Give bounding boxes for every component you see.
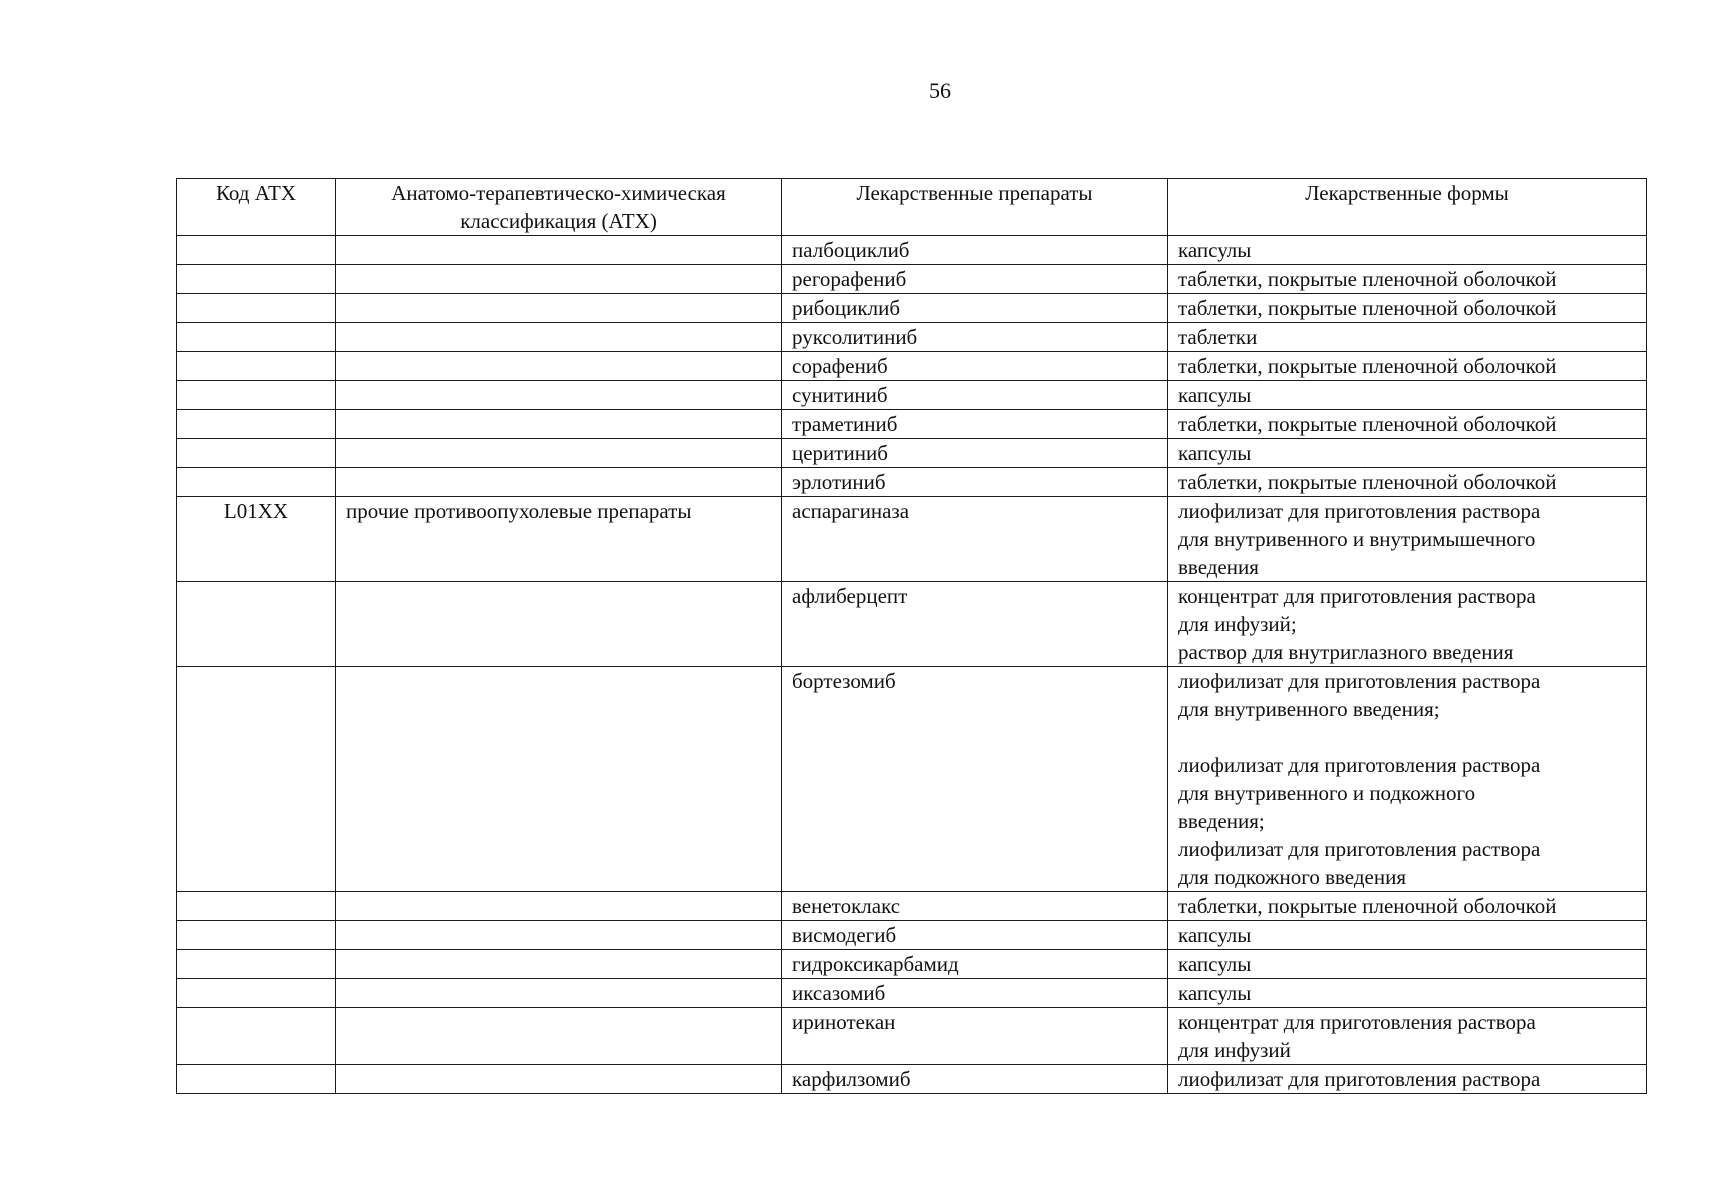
cell-drug-name: траметиниб [782,410,1168,439]
cell-drug-name: гидроксикарбамид [782,950,1168,979]
dosage-form-line: лиофилизат для приготовления раствора [1178,499,1541,523]
cell-atc-code [177,439,336,468]
cell-atc-code [177,323,336,352]
cell-atc-classification [336,352,782,381]
cell-atc-classification [336,294,782,323]
cell-drug-name: сунитиниб [782,381,1168,410]
table-row [177,236,1647,265]
dosage-form-line: таблетки, покрытые пленочной оболочкой [1178,296,1557,320]
table-row [177,667,1647,892]
cell-atc-code [177,582,336,667]
cell-dosage-forms [1168,979,1647,1008]
dosage-form-line: для инфузий [1178,1038,1291,1062]
cell-atc-code [177,265,336,294]
cell-atc-classification [336,950,782,979]
table-row [177,582,1647,667]
cell-dosage-forms [1168,439,1647,468]
cell-dosage-forms [1168,497,1647,582]
table-row [177,439,1647,468]
table-row [177,950,1647,979]
dosage-form-line [1178,723,1636,751]
table-row [177,323,1647,352]
table-row [177,265,1647,294]
cell-atc-code [177,410,336,439]
cell-dosage-forms [1168,236,1647,265]
dosage-form-line: для инфузий; [1178,612,1297,636]
cell-drug-name: афлиберцепт [782,582,1168,667]
header-atc-classification: Анатомо-терапевтическо-химическая классификация (АТХ) [336,179,782,236]
cell-atc-classification [336,468,782,497]
cell-drug-name: карфилзомиб [782,1065,1168,1094]
cell-atc-classification [336,410,782,439]
cell-drug-name: иксазомиб [782,979,1168,1008]
cell-atc-code [177,950,336,979]
table-row [177,892,1647,921]
dosage-form-line: лиофилизат для приготовления раствора [1178,1067,1541,1091]
cell-atc-code [177,468,336,497]
dosage-form-line: капсулы [1178,238,1252,262]
dosage-form-line: введения; [1178,809,1265,833]
page-number: 56 [929,78,951,103]
table-row [177,1065,1647,1094]
cell-atc-classification [336,1008,782,1065]
cell-dosage-forms [1168,323,1647,352]
cell-atc-code [177,667,336,892]
cell-dosage-forms [1168,1065,1647,1094]
dosage-form-line: для внутривенного и подкожного [1178,781,1476,805]
dosage-form-line: для внутривенного и внутримышечного [1178,527,1536,551]
cell-drug-name: палбоциклиб [782,236,1168,265]
cell-drug-name: регорафениб [782,265,1168,294]
table-row [177,410,1647,439]
cell-atc-code [177,294,336,323]
cell-drug-name: эрлотиниб [782,468,1168,497]
cell-atc-classification [336,381,782,410]
cell-atc-code: L01XX [177,497,336,582]
table-row [177,352,1647,381]
cell-atc-classification [336,892,782,921]
cell-atc-classification [336,1065,782,1094]
cell-atc-classification [336,921,782,950]
dosage-form-line: лиофилизат для приготовления раствора [1178,837,1541,861]
table-body [177,236,1647,1094]
cell-dosage-forms [1168,294,1647,323]
dosage-form-line: таблетки, покрытые пленочной оболочкой [1178,894,1557,918]
dosage-form-line: концентрат для приготовления раствора [1178,1010,1536,1034]
dosage-form-line: таблетки, покрытые пленочной оболочкой [1178,354,1557,378]
cell-dosage-forms [1168,950,1647,979]
dosage-form-line: для подкожного введения [1178,865,1406,889]
cell-drug-name: висмодегиб [782,921,1168,950]
cell-dosage-forms [1168,892,1647,921]
dosage-form-line: введения [1178,555,1259,579]
cell-atc-classification [336,236,782,265]
cell-atc-classification [336,265,782,294]
cell-dosage-forms [1168,410,1647,439]
cell-dosage-forms [1168,468,1647,497]
cell-drug-name: рибоциклиб [782,294,1168,323]
cell-atc-classification: прочие противоопухолевые препараты [336,497,782,582]
dosage-form-line: таблетки [1178,325,1258,349]
drug-table-container [176,178,1646,1094]
drug-table [176,178,1647,1094]
cell-dosage-forms [1168,352,1647,381]
cell-drug-name: иринотекан [782,1008,1168,1065]
table-row [177,497,1647,582]
dosage-form-line: таблетки, покрытые пленочной оболочкой [1178,267,1557,291]
dosage-form-line: лиофилизат для приготовления раствора [1178,669,1541,693]
dosage-form-line: капсулы [1178,383,1252,407]
table-row [177,468,1647,497]
cell-dosage-forms [1168,582,1647,667]
cell-atc-classification [336,582,782,667]
cell-atc-code [177,1065,336,1094]
table-row [177,1008,1647,1065]
dosage-form-line: таблетки, покрытые пленочной оболочкой [1178,412,1557,436]
cell-atc-code [177,381,336,410]
dosage-form-line: капсулы [1178,923,1252,947]
cell-atc-code [177,892,336,921]
cell-atc-code [177,236,336,265]
cell-drug-name: церитиниб [782,439,1168,468]
dosage-form-line: для внутривенного введения; [1178,697,1440,721]
header-dosage-forms: Лекарственные формы [1168,179,1647,236]
dosage-form-line: капсулы [1178,441,1252,465]
cell-dosage-forms [1168,265,1647,294]
cell-drug-name: аспарагиназа [782,497,1168,582]
dosage-form-line: таблетки, покрытые пленочной оболочкой [1178,470,1557,494]
cell-dosage-forms [1168,381,1647,410]
cell-drug-name: венетоклакс [782,892,1168,921]
header-row [177,179,1647,236]
cell-dosage-forms [1168,921,1647,950]
cell-dosage-forms [1168,1008,1647,1065]
cell-drug-name: руксолитиниб [782,323,1168,352]
cell-dosage-forms [1168,667,1647,892]
dosage-form-line: концентрат для приготовления раствора [1178,584,1536,608]
dosage-form-line: раствор для внутриглазного введения [1178,640,1514,664]
cell-atc-code [177,1008,336,1065]
header-atc-code: Код АТХ [177,179,336,236]
table-row [177,381,1647,410]
dosage-form-line: капсулы [1178,981,1252,1005]
table-row [177,979,1647,1008]
table-row [177,921,1647,950]
cell-drug-name: сорафениб [782,352,1168,381]
cell-atc-classification [336,439,782,468]
cell-drug-name: бортезомиб [782,667,1168,892]
cell-atc-classification [336,667,782,892]
table-row [177,294,1647,323]
cell-atc-code [177,921,336,950]
table-header [177,179,1647,236]
dosage-form-line: лиофилизат для приготовления раствора [1178,753,1541,777]
header-drugs: Лекарственные препараты [782,179,1168,236]
cell-atc-code [177,352,336,381]
cell-atc-classification [336,323,782,352]
dosage-form-line: капсулы [1178,952,1252,976]
cell-atc-code [177,979,336,1008]
cell-atc-classification [336,979,782,1008]
